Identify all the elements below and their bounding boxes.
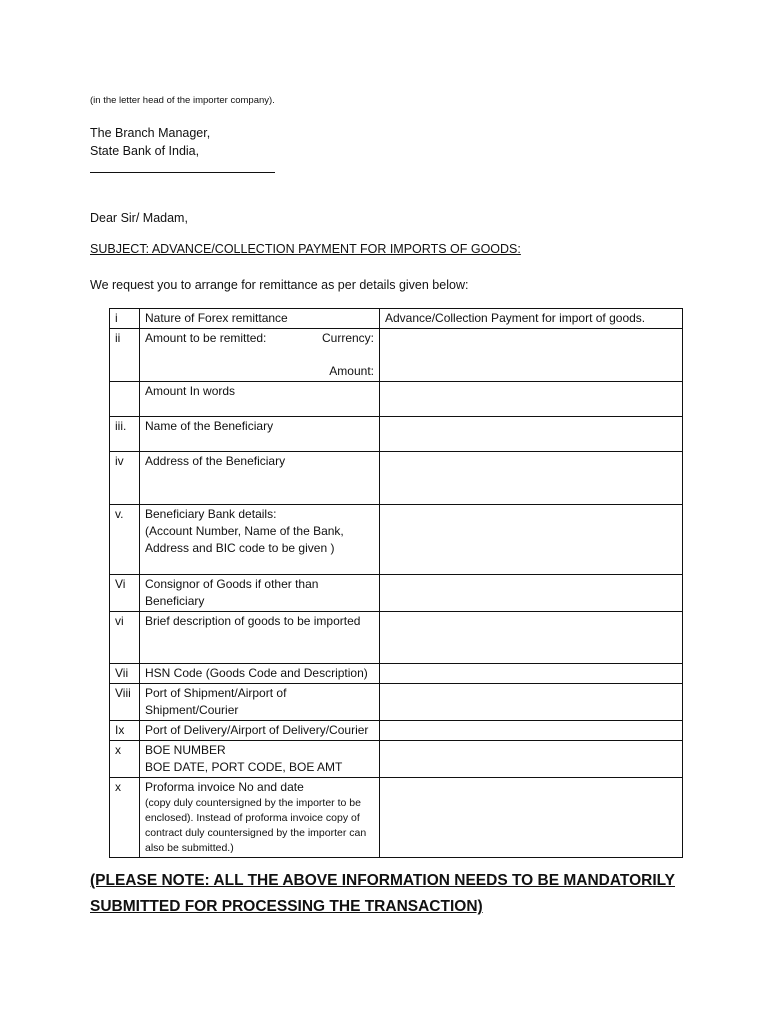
row-label xyxy=(140,329,380,382)
subject-line: SUBJECT: ADVANCE/COLLECTION PAYMENT FOR IMPORTS OF GOODS: xyxy=(90,242,521,256)
table-row xyxy=(110,575,683,612)
mandatory-note: (PLEASE NOTE: ALL THE ABOVE INFORMATION NEEDS TO BE MANDATORILY SUBMITTED FOR PROCESSING THE TRANSACTION) xyxy=(90,872,676,915)
table-row xyxy=(110,612,683,664)
beneficiary-name-field[interactable] xyxy=(380,417,683,452)
amount-label: Amount to be remitted: xyxy=(145,331,267,345)
proforma-invoice-label: Proforma invoice No and date xyxy=(145,780,304,794)
request-text: We request you to arrange for remittance as per details given below: xyxy=(90,278,469,292)
row-number: Viii xyxy=(110,684,140,721)
consignor-field[interactable] xyxy=(380,575,683,612)
table-row xyxy=(110,452,683,505)
boe-details-label: BOE DATE, PORT CODE, BOE AMT xyxy=(145,760,343,774)
row-label: Port of Shipment/Airport of Shipment/Courier xyxy=(140,684,380,721)
table-row xyxy=(110,329,683,382)
table-row xyxy=(110,684,683,721)
salutation: Dear Sir/ Madam, xyxy=(90,211,188,225)
table-row xyxy=(110,309,683,329)
letterhead-note: (in the letter head of the importer company). xyxy=(90,95,275,106)
proforma-invoice-hint: (copy duly countersigned by the importer to be enclosed). Instead of proforma invoice copy of contract duly countersigned by the importer can also be submitted.) xyxy=(145,797,367,854)
row-label: Name of the Beneficiary xyxy=(140,417,380,452)
port-of-shipment-field[interactable] xyxy=(380,684,683,721)
row-number: iv xyxy=(110,452,140,505)
table-row xyxy=(110,382,683,417)
goods-description-field[interactable] xyxy=(380,612,683,664)
amount-sublabel: Amount: xyxy=(329,364,374,378)
remittance-details-table xyxy=(109,308,683,858)
proforma-invoice-field[interactable] xyxy=(380,778,683,858)
row-label: Amount In words xyxy=(140,382,380,417)
row-label xyxy=(140,505,380,575)
table-row xyxy=(110,721,683,741)
table-row xyxy=(110,417,683,452)
row-number xyxy=(110,382,140,417)
row-label: Nature of Forex remittance xyxy=(140,309,380,329)
addressee-line-1: The Branch Manager, xyxy=(90,126,211,140)
row-number: v. xyxy=(110,505,140,575)
branch-name-blank-line xyxy=(90,160,275,173)
beneficiary-address-field[interactable] xyxy=(380,452,683,505)
bank-details-hint-2: Address and BIC code to be given ) xyxy=(145,541,335,555)
row-number: ii xyxy=(110,329,140,382)
row-label: Brief description of goods to be imported xyxy=(140,612,380,664)
row-number: x xyxy=(110,741,140,778)
hsn-code-field[interactable] xyxy=(380,664,683,684)
row-number: i xyxy=(110,309,140,329)
addressee-block xyxy=(90,124,275,173)
row-label: Consignor of Goods if other than Beneficiary xyxy=(140,575,380,612)
row-number: iii. xyxy=(110,417,140,452)
bank-details-label: Beneficiary Bank details: xyxy=(145,507,277,521)
boe-field[interactable] xyxy=(380,741,683,778)
currency-label: Currency: xyxy=(321,331,374,345)
table-row xyxy=(110,664,683,684)
amount-in-words-field[interactable] xyxy=(380,382,683,417)
table-row xyxy=(110,778,683,858)
addressee-line-2: State Bank of India, xyxy=(90,144,200,158)
amount-value-field[interactable] xyxy=(380,329,683,382)
row-label xyxy=(140,741,380,778)
boe-number-label: BOE NUMBER xyxy=(145,743,226,757)
table-row xyxy=(110,741,683,778)
row-number: Ix xyxy=(110,721,140,741)
port-of-delivery-field[interactable] xyxy=(380,721,683,741)
row-number: Vii xyxy=(110,664,140,684)
beneficiary-bank-field[interactable] xyxy=(380,505,683,575)
bank-details-hint-1: (Account Number, Name of the Bank, xyxy=(145,524,344,538)
table-row xyxy=(110,505,683,575)
row-number: Vi xyxy=(110,575,140,612)
row-label: Address of the Beneficiary xyxy=(140,452,380,505)
row-label: Port of Delivery/Airport of Delivery/Courier xyxy=(140,721,380,741)
row-value: Advance/Collection Payment for import of goods. xyxy=(380,309,683,329)
row-label: HSN Code (Goods Code and Description) xyxy=(140,664,380,684)
row-number: vi xyxy=(110,612,140,664)
row-label xyxy=(140,778,380,858)
row-number: x xyxy=(110,778,140,858)
